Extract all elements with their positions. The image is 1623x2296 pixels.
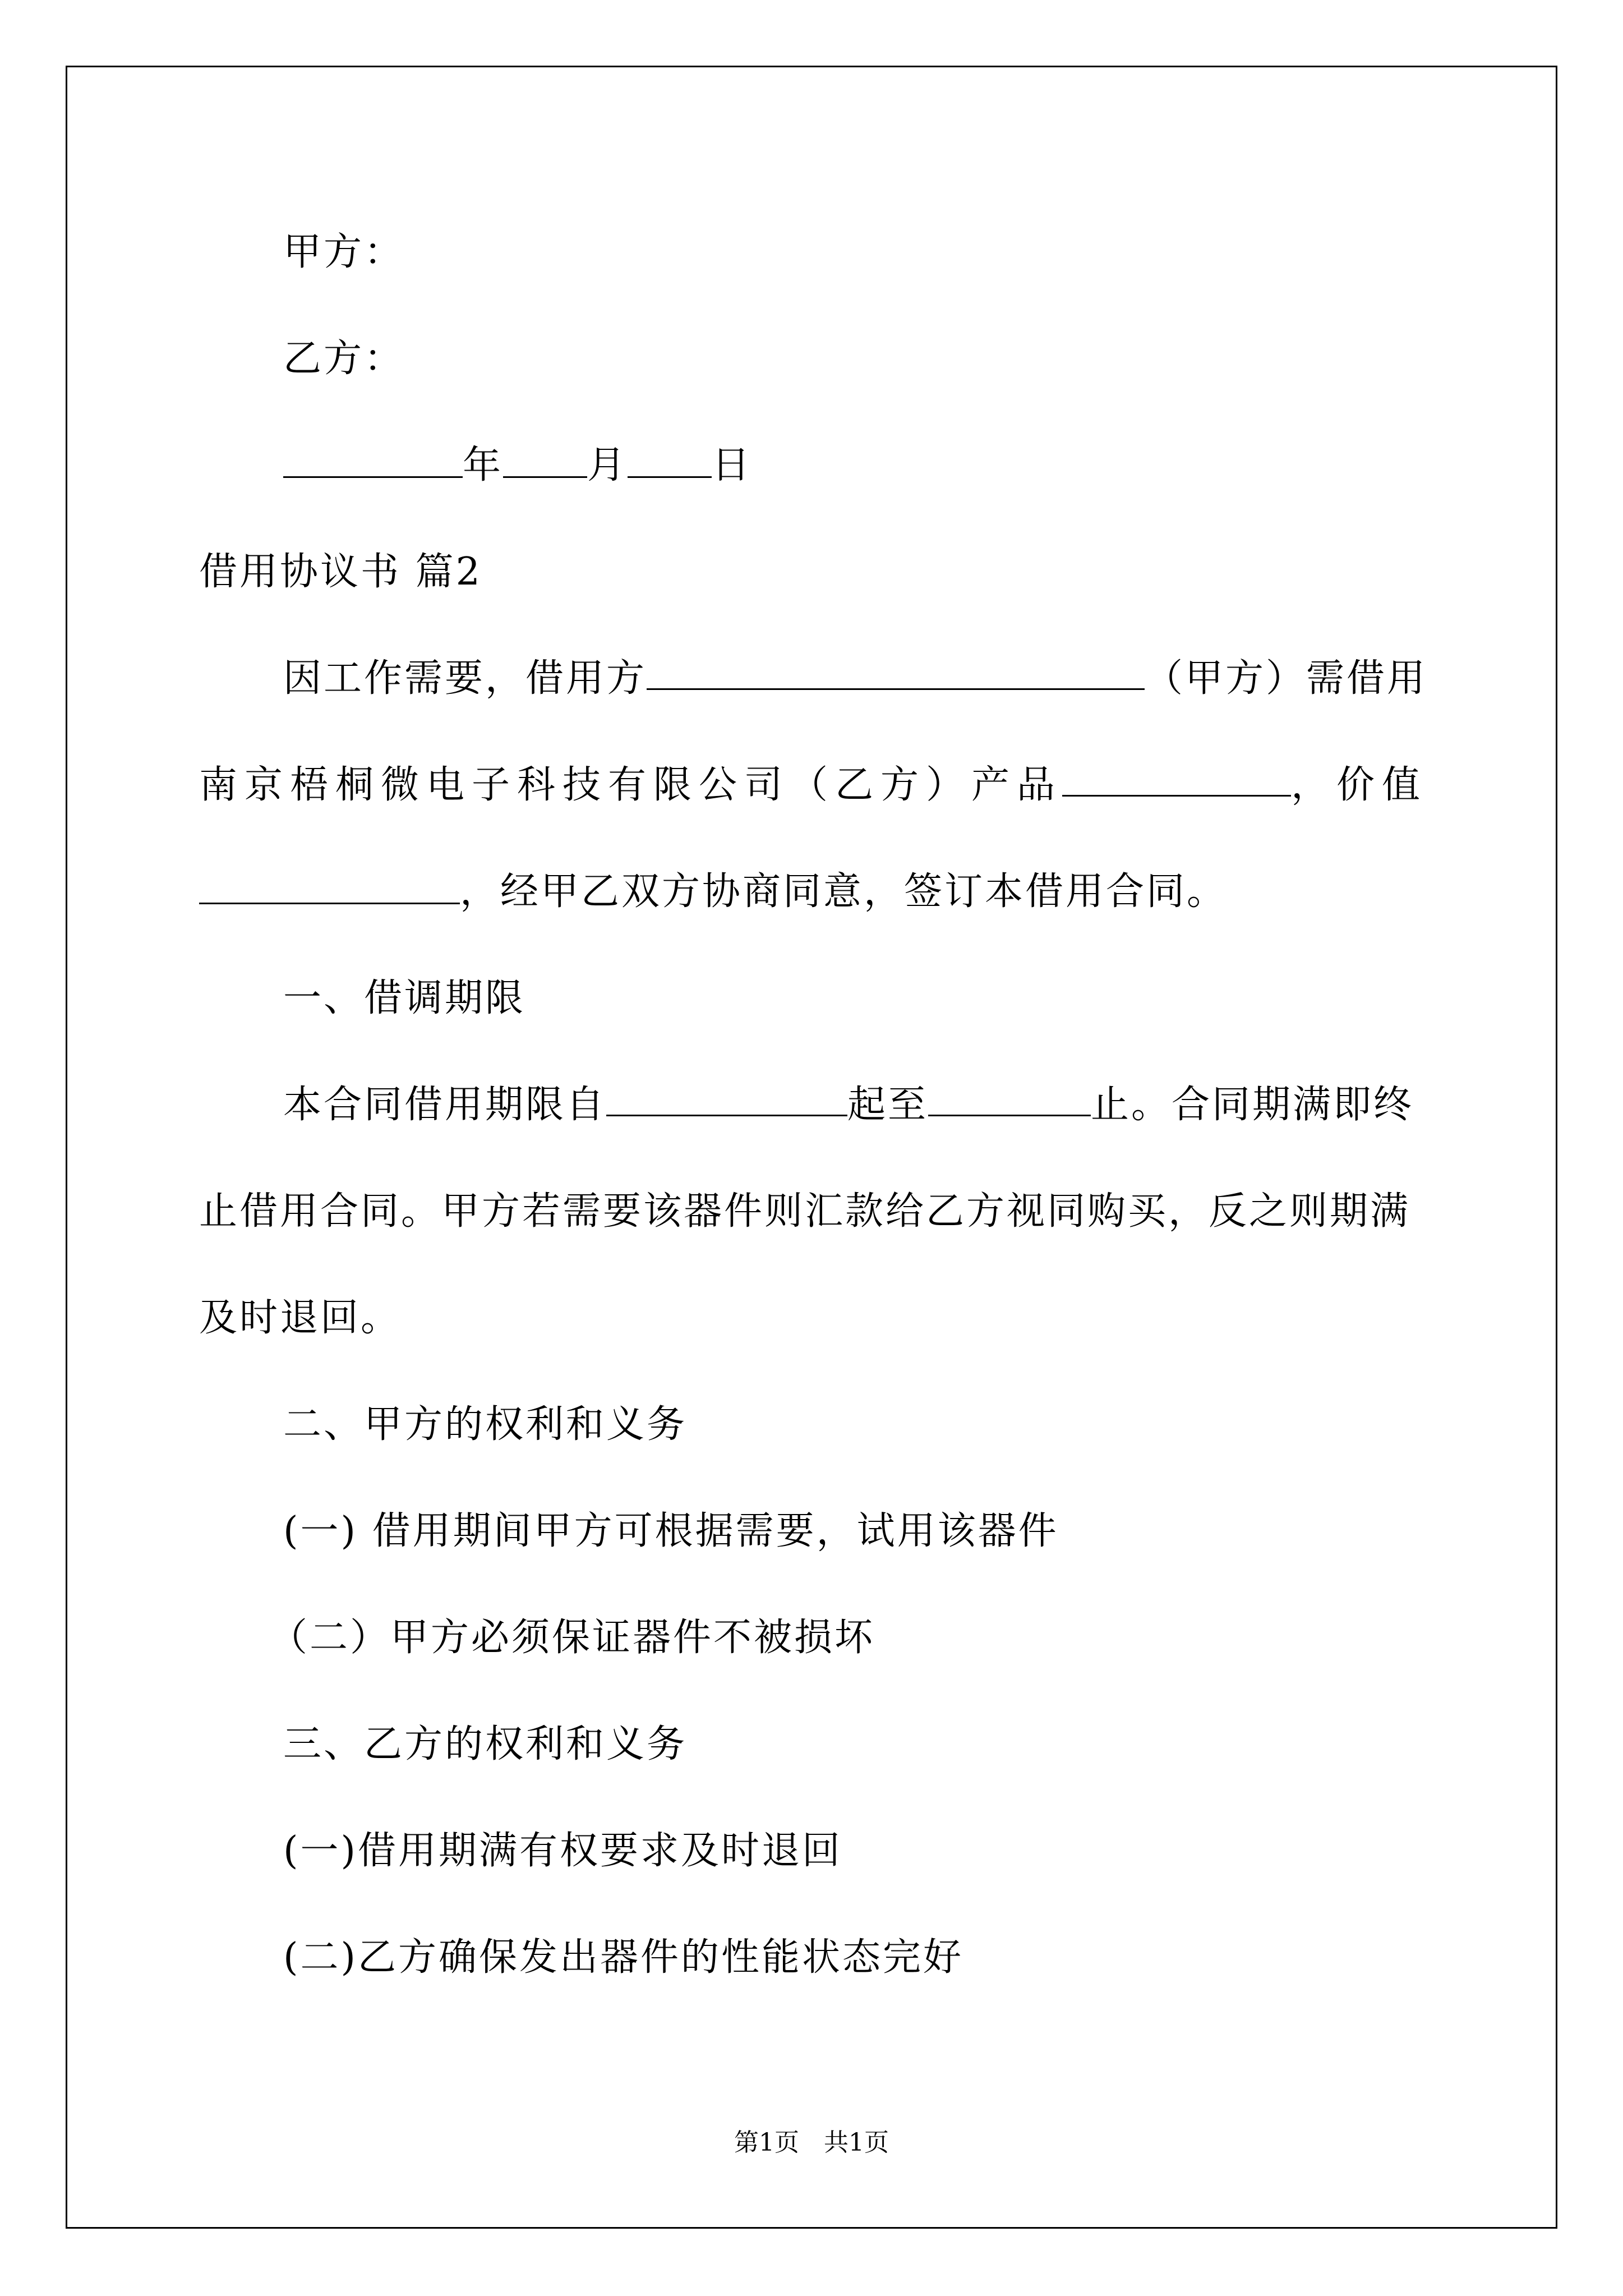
year-blank	[283, 441, 463, 478]
month-label: 月	[587, 443, 628, 487]
section-2-title: 二、甲方的权利和义务	[283, 1402, 688, 1447]
end-date-blank	[928, 1080, 1091, 1116]
borrower-blank	[647, 654, 1145, 690]
section-2-item-2: （二）甲方必须保证器件不被损坏	[269, 1616, 875, 1660]
term-start-label: 本合同借用期限自	[283, 1083, 607, 1127]
party-b-label: 乙方：	[283, 337, 405, 381]
start-date-blank	[606, 1080, 847, 1116]
intro-line-1	[283, 654, 1427, 704]
intro-line-3-text: ，经甲乙双方协商同意，签订本借用合同。	[460, 869, 1228, 914]
date-line	[283, 440, 752, 491]
term-end-label: 止。合同期满即终	[1091, 1083, 1414, 1127]
section-3-title: 三、乙方的权利和义务	[283, 1722, 688, 1766]
section-1-line-3: 及时退回。	[199, 1296, 402, 1340]
value-blank	[199, 868, 460, 904]
page-border	[66, 66, 1557, 2229]
party-a-label: 甲方：	[283, 230, 405, 274]
section-3-item-2: (二)乙方确保发出器件的性能状态完好	[283, 1935, 964, 1980]
section-3-item-1: (一)借用期满有权要求及时退回	[283, 1829, 843, 1873]
intro-line-2-end: ，价值	[1290, 763, 1427, 807]
term-to-label: 起至	[847, 1083, 929, 1127]
intro-line-2	[199, 760, 1427, 811]
day-label: 日	[712, 443, 753, 487]
intro-line-3	[199, 867, 1227, 917]
day-blank	[628, 441, 712, 478]
year-label: 年	[463, 443, 504, 487]
section-1-line-2: 止借用合同。甲方若需要该器件则汇款给乙方视同购买，反之则期满	[199, 1189, 1411, 1234]
intro-line-1-start: 因工作需要，借用方	[283, 656, 647, 701]
document-heading: 借用协议书 篇2	[199, 550, 482, 594]
page-footer: 第1页 共1页	[734, 2128, 889, 2157]
product-blank	[1062, 760, 1291, 797]
month-blank	[503, 441, 587, 478]
section-1-title: 一、借调期限	[283, 976, 526, 1020]
section-1-line-1	[283, 1080, 1414, 1130]
intro-line-1-end: （甲方）需借用	[1144, 656, 1427, 701]
section-2-item-1: (一) 借用期间甲方可根据需要，试用该器件	[283, 1509, 1059, 1553]
intro-line-2-start: 南京梧桐微电子科技有限公司（乙方）产品	[199, 763, 1063, 807]
